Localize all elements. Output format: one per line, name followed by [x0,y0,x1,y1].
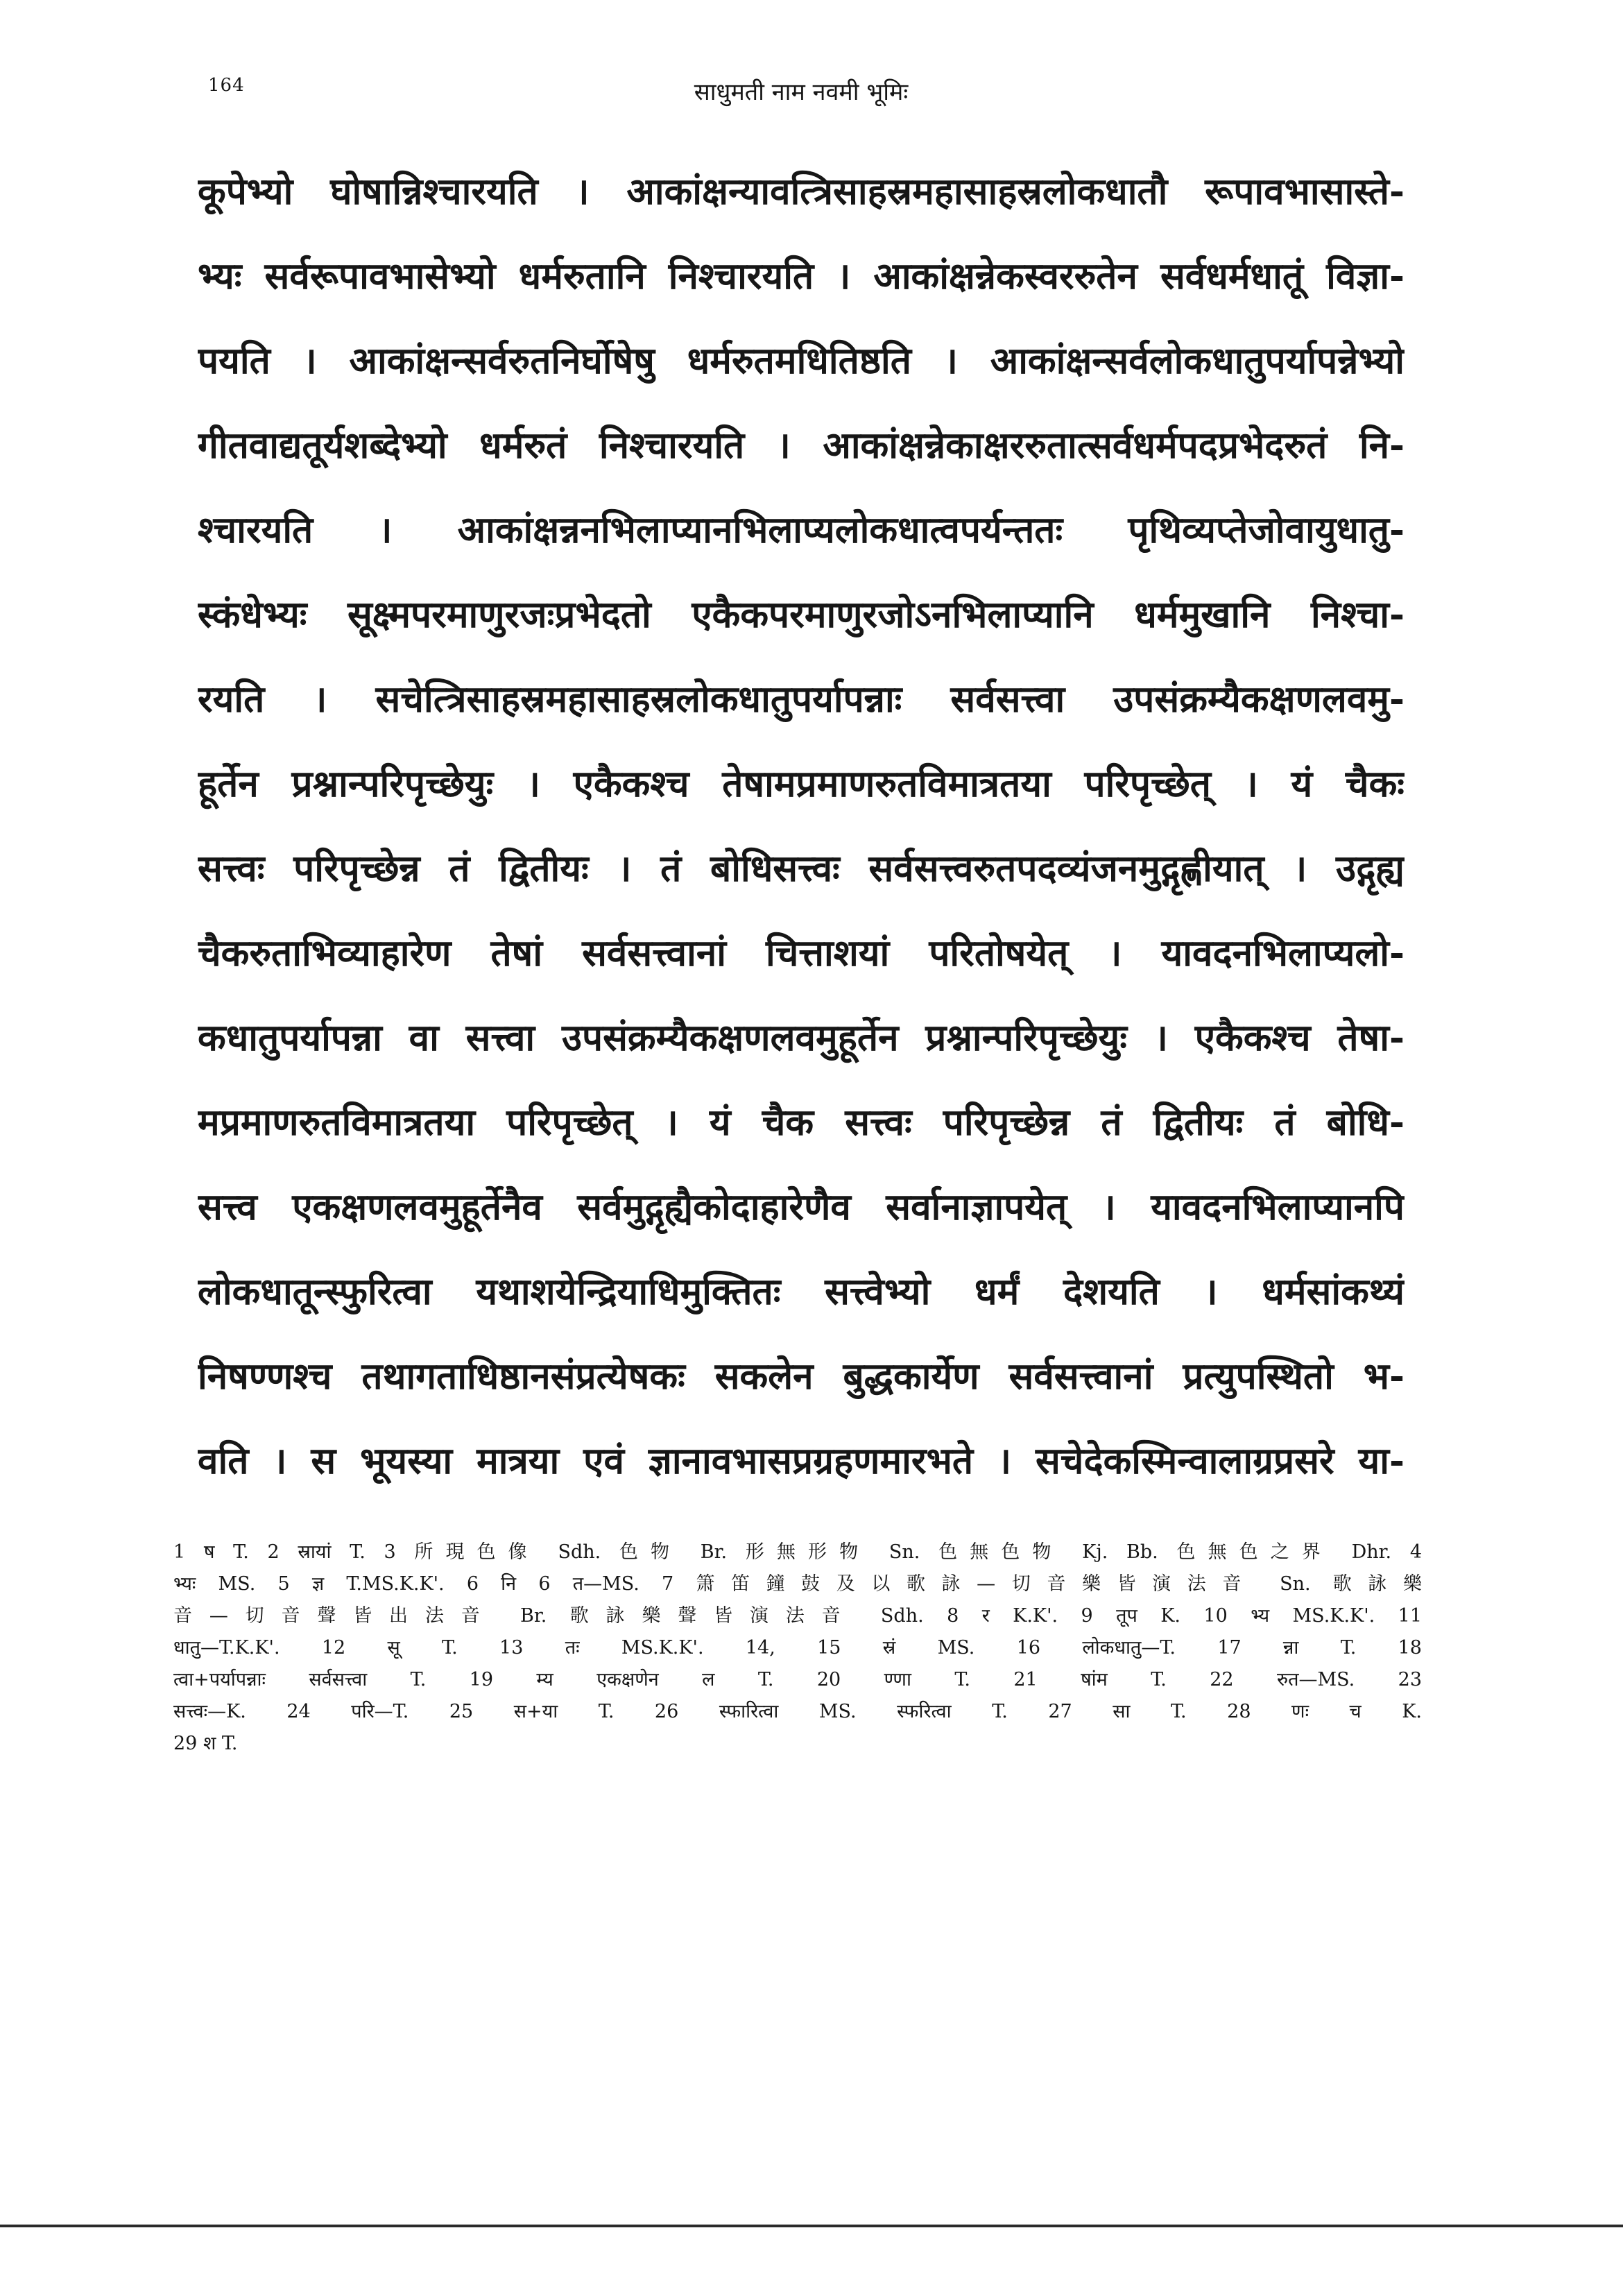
main-text-block [198,149,1405,1503]
body-text-line: लोकधातून्स्फुरित्वा यथाशयेन्द्रियाधिमुक्तितः सत्त्वेभ्यो धर्मं देशयति । धर्मसांकथ्यं [198,1270,1405,1313]
body-text-line: हूर्तेन प्रश्नान्परिपृच्छेयुः । एकैकश्च तेषामप्रमाणरुतविमात्रतया परिपृच्छेत् । यं चैकः [198,762,1405,805]
body-text-line: भ्यः सर्वरूपावभासेभ्यो धर्मरुतानि निश्चारयति । आकांक्षन्नेकस्वररुतेन सर्वधर्मधातूं विज्ञा- [198,255,1405,298]
body-text-line: चैकरुताभिव्याहारेण तेषां सर्वसत्त्वानां चित्ताशयां परितोषयेत् । यावदनभिलाप्यलो- [198,932,1405,975]
footnote-line: 音—切音聲皆出法音 Br. 歌詠樂聲皆演法音 Sdh. 8 र K.K'. 9 तूप K. 10 भ्य MS.K.K'. 11 [173,1605,1422,1627]
body-text-line: रयति । सचेत्त्रिसाहस्रमहासाहस्रलोकधातुपर्यापन्नाः सर्वसत्त्वा उपसंक्रम्यैकक्षणलवमु- [198,678,1405,721]
footnote-line: सत्त्वः—K. 24 परि—T. 25 स+या T. 26 स्फारित्वा MS. स्फरित्वा T. 27 सा T. 28 णः च K. [173,1701,1422,1722]
body-text-line: कधातुपर्यापन्ना वा सत्त्वा उपसंक्रम्यैकक्षणलवमुहूर्तेन प्रश्नान्परिपृच्छेयुः । एकैकश्च तेषा- [198,1016,1405,1059]
footnote-line: धातु—T.K.K'. 12 सू T. 13 तः MS.K.K'. 14, 15 स्रं MS. 16 लोकधातु—T. 17 न्ना T. 18 [173,1637,1422,1659]
page-header [198,75,1405,117]
body-text-line: निषण्णश्च तथागताधिष्ठानसंप्रत्येषकः सकलेन बुद्धकार्येण सर्वसत्त्वानां प्रत्युपस्थितो भ- [198,1355,1405,1398]
body-text-line: स्कंधेभ्यः सूक्ष्मपरमाणुरजःप्रभेदतो एकैकपरमाणुरजोऽनभिलाप्यानि धर्ममुखानि निश्चा- [198,593,1405,636]
footnote-line: भ्यः MS. 5 ज्ञ T.MS.K.K'. 6 नि 6 त—MS. 7 箫笛鐘鼓及以歌詠—切音樂皆演法音 Sn. 歌詠樂 [173,1573,1422,1595]
body-text-line: पयति । आकांक्षन्सर्वरुतनिर्घोषेषु धर्मरुतमधितिष्ठति । आकांक्षन्सर्वलोकधातुपर्यापन्नेभ्यो [198,339,1405,382]
bottom-rule [0,2225,1623,2227]
body-text-line: मप्रमाणरुतविमात्रतया परिपृच्छेत् । यं चैक सत्त्वः परिपृच्छेन्न तं द्वितीयः तं बोधि- [198,1101,1405,1144]
body-text-line: सत्त्वः परिपृच्छेन्न तं द्वितीयः । तं बोधिसत्त्वः सर्वसत्त्वरुतपदव्यंजनमुद्गृह्णीयात् । उद्गृह्य [198,847,1405,890]
body-text-line: कूपेभ्यो घोषान्निश्चारयति । आकांक्षन्यावत्त्रिसाहस्रमहासाहस्रलोकधातौ रूपावभासास्ते- [198,170,1405,213]
body-text-line: सत्त्व एकक्षणलवमुहूर्तेनैव सर्वमुद्गृह्यैकोदाहारेणैव सर्वानाज्ञापयेत् । यावदनभिलाप्यानपि [198,1185,1405,1228]
running-title: साधुमती नाम नवमी भूमिः [694,78,909,106]
footnote-line: 1 ष T. 2 स्रायां T. 3 所現色像 Sdh. 色物 Br. 形無形物 Sn. 色無色物 Kj. Bb. 色無色之界 Dhr. 4 [173,1541,1422,1563]
footnote-line: 29 श T. [173,1733,238,1754]
page-number: 164 [208,75,245,96]
footnote-line: त्वा+पर्यापन्नाः सर्वसत्त्वा T. 19 म्य एकक्षणेन ल T. 20 ण्णा T. 21 षांम T. 22 रुत—MS. 23 [173,1669,1422,1690]
body-text-line: वति । स भूयस्या मात्रया एवं ज्ञानावभासप्रग्रहणमारभते । सचेदेकस्मिन्वालाग्रप्रसरे या- [198,1439,1405,1482]
body-text-line: गीतवाद्यतूर्यशब्देभ्यो धर्मरुतं निश्चारयति । आकांक्षन्नेकाक्षररुतात्सर्वधर्मपदप्रभेदरुतं नि- [198,424,1405,467]
body-text-line: श्चारयति । आकांक्षन्ननभिलाप्यानभिलाप्यलोकधात्वपर्यन्ततः पृथिव्यप्तेजोवायुधातु- [198,508,1405,551]
footnotes [173,1536,1422,1760]
